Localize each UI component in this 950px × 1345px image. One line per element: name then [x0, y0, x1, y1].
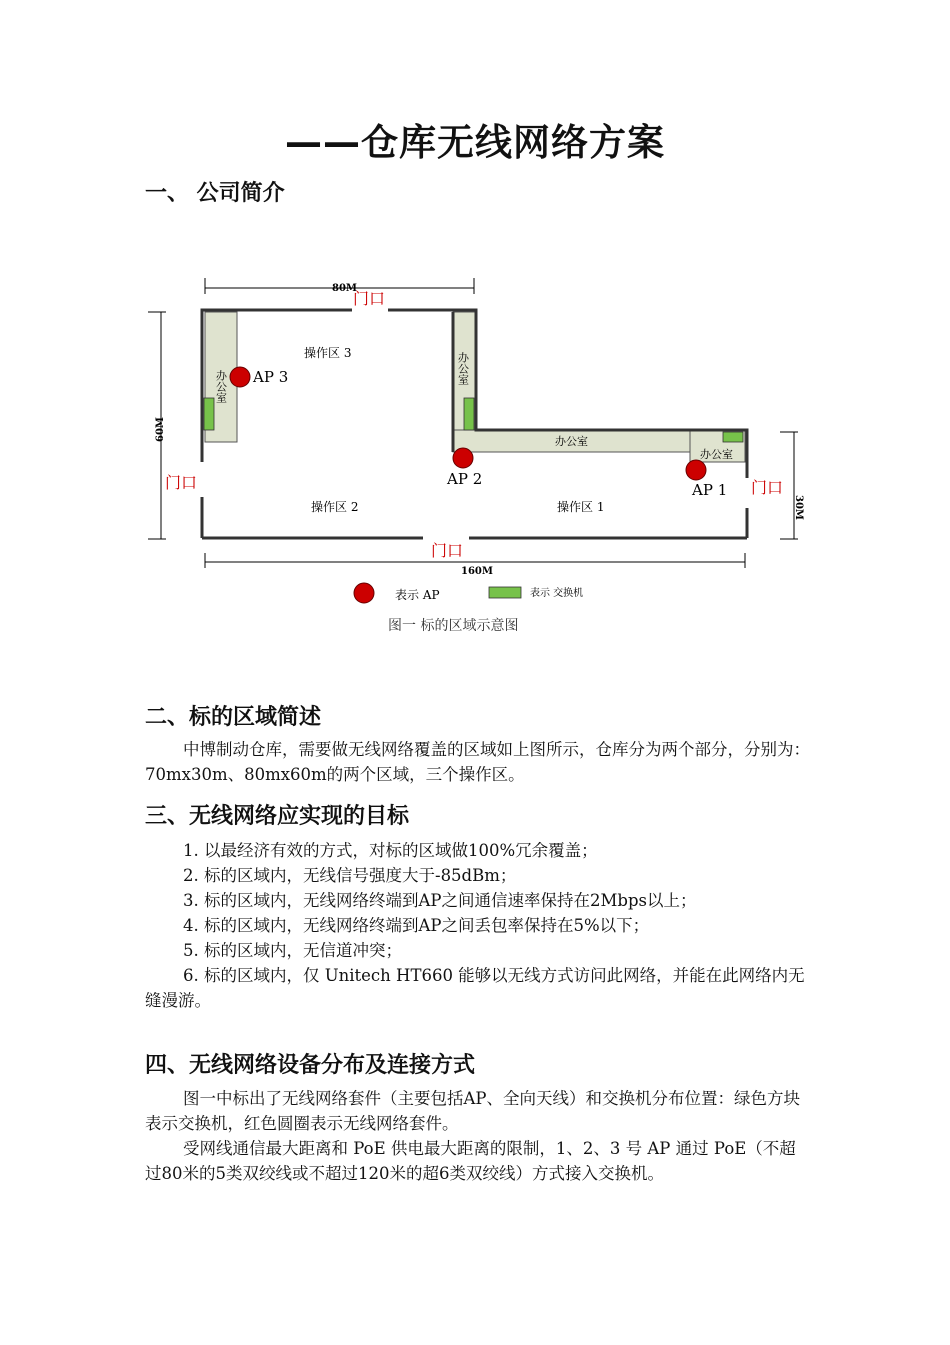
legend-switch-label: 表示 交换机 — [530, 588, 584, 599]
legend-ap-label: 表示 AP — [395, 588, 440, 602]
section-heading-company: 一、 公司简介 — [145, 181, 285, 206]
section4-paragraph-1: 图一中标出了无线网络套件（主要包括AP、全向天线）和交换机分布位置：绿色方块表示交换机，红色圆圈表示无线网络套件。 — [145, 1089, 801, 1133]
dimension-left-label: 60M — [155, 417, 166, 442]
office-mid-label: 办公室 — [456, 352, 470, 385]
ap2-marker — [453, 448, 473, 468]
door-right-label: 门口 — [751, 478, 784, 497]
ap1-marker — [686, 460, 706, 480]
goal-item: 5. 标的区域内，无信道冲突； — [183, 941, 402, 960]
office-long-label: 办公室 — [555, 435, 588, 448]
legend-switch-icon — [489, 587, 521, 598]
ap3-label: AP 3 — [253, 368, 289, 386]
goal-item: 4. 标的区域内，无线网络终端到AP之间丢包率保持在5%以下； — [183, 916, 650, 935]
dimension-top-label: 80M — [332, 283, 357, 294]
office-left-label: 办公室 — [214, 370, 228, 403]
section-heading-equipment: 四、无线网络设备分布及连接方式 — [145, 1053, 476, 1078]
ap3-marker — [230, 367, 250, 387]
section4-paragraph-2: 受网线通信最大距离和 PoE 供电最大距离的限制，1、2、3 号 AP 通过 PoE（不超过80米的5类双绞线或不超过120米的超6类双绞线）方式接入交换机。 — [145, 1139, 796, 1183]
goal-item: 3. 标的区域内，无线网络终端到AP之间通信速率保持在2Mbps以上； — [183, 891, 697, 910]
switch-mid — [464, 398, 474, 430]
zone3-label: 操作区 3 — [304, 346, 352, 360]
dimension-bottom-label: 160M — [461, 566, 493, 577]
goal-item: 6. 标的区域内，仅 Unitech HT660 能够以无线方式访问此网络，并能在此网络内无缝漫游。 — [145, 966, 805, 1010]
document-title: ——仓库无线网络方案 — [285, 121, 665, 164]
section-heading-goals: 三、无线网络应实现的目标 — [145, 804, 410, 829]
warehouse-walls — [202, 310, 747, 538]
switch-right — [723, 432, 743, 442]
goal-item: 2. 标的区域内，无线信号强度大于-85dBm； — [183, 866, 517, 885]
section2-paragraph: 中博制动仓库，需要做无线网络覆盖的区域如上图所示，仓库分为两个部分，分别为：70mx30m、80mx60m的两个区域，三个操作区。 — [145, 740, 810, 784]
door-bottom-label: 门口 — [431, 541, 464, 560]
warehouse-diagram — [0, 270, 950, 670]
legend-ap-icon — [354, 583, 374, 603]
dimension-right-label: 30M — [793, 495, 804, 520]
figure-caption: 图一 标的区域示意图 — [388, 618, 519, 634]
door-top-label: 门口 — [353, 289, 386, 308]
section-heading-area: 二、标的区域简述 — [145, 705, 322, 730]
zone1-label: 操作区 1 — [557, 500, 605, 514]
switch-left — [204, 398, 214, 430]
door-left-label: 门口 — [165, 473, 198, 492]
office-right-label: 办公室 — [700, 448, 733, 461]
zone2-label: 操作区 2 — [311, 500, 359, 514]
ap1-label: AP 1 — [692, 481, 728, 499]
ap2-label: AP 2 — [447, 470, 483, 488]
goal-item: 1. 以最经济有效的方式，对标的区域做100%冗余覆盖； — [183, 841, 598, 860]
